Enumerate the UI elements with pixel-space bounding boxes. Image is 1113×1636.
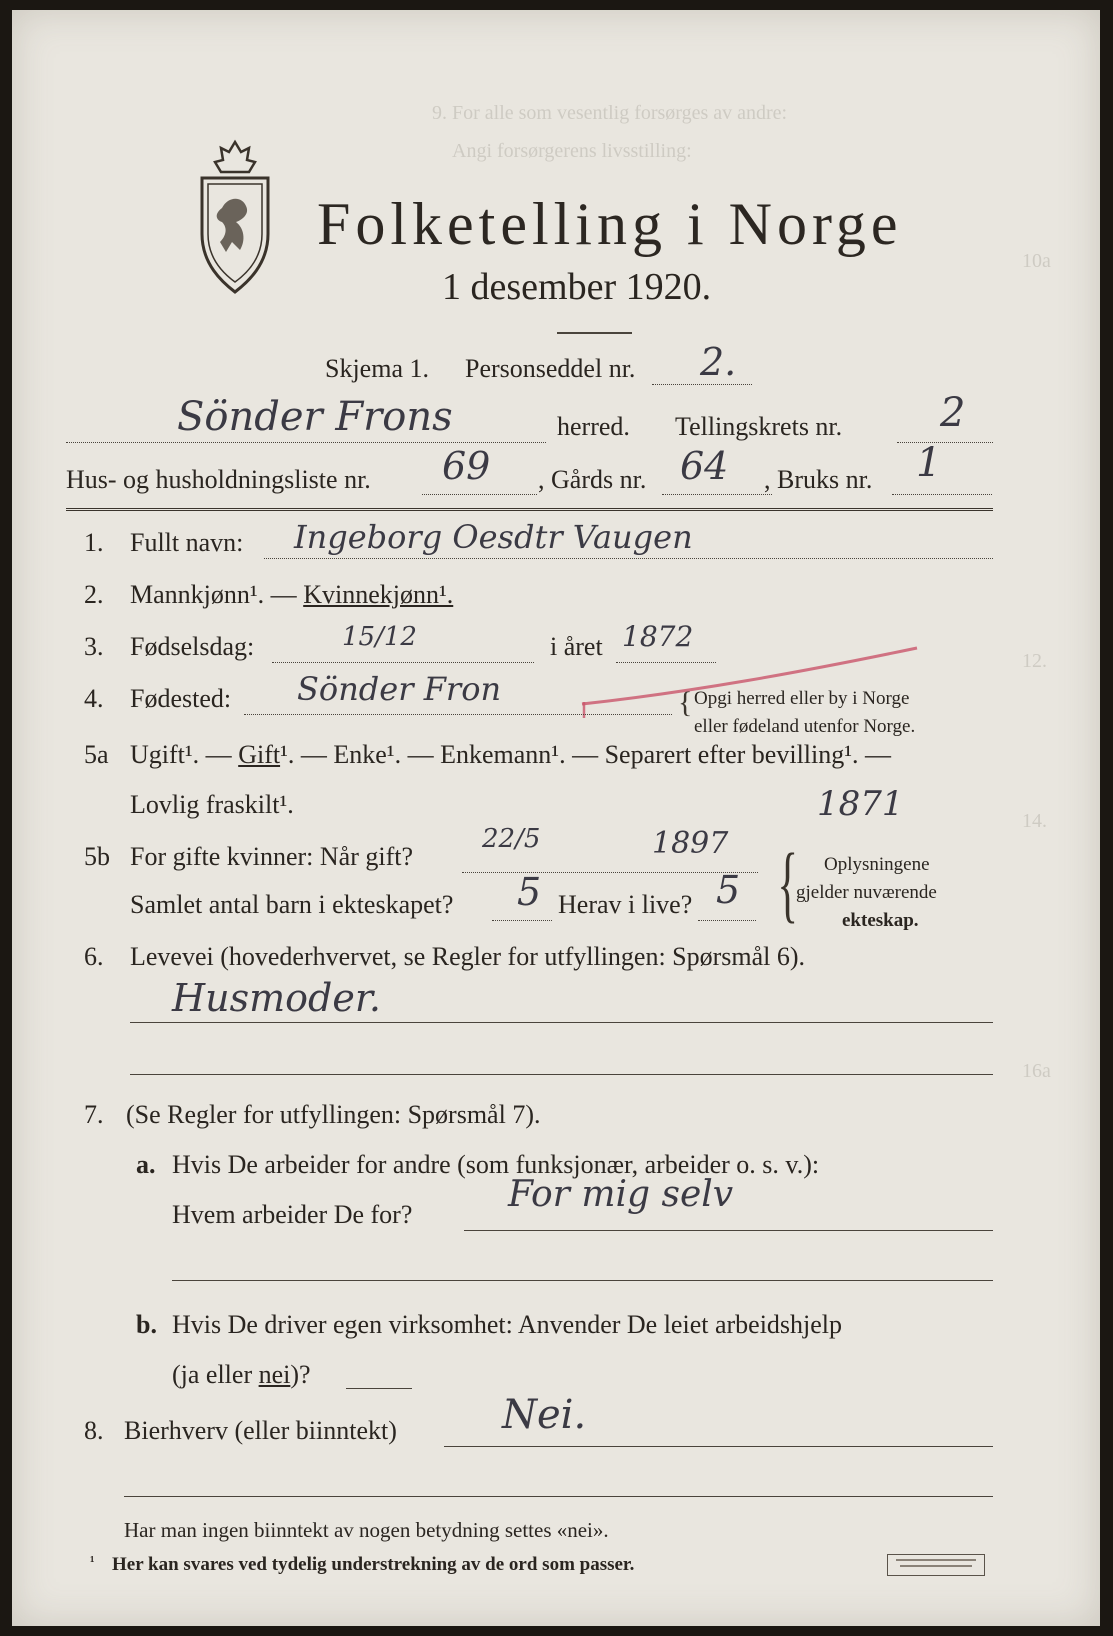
- bleed-through-text: Angi forsørgerens livsstilling:: [452, 140, 692, 162]
- marriage-year-value: 1897: [652, 826, 729, 861]
- q8-field-line: [444, 1446, 993, 1447]
- schema-label: Skjema 1.: [325, 354, 429, 383]
- gift-option: Gift: [238, 740, 281, 769]
- personseddel-field-line: [652, 384, 752, 385]
- q6-number: 6.: [84, 942, 104, 971]
- tellingskrets-value: 2: [940, 390, 966, 436]
- form-title: Folketelling i Norge: [317, 191, 903, 257]
- q7b-question: (ja eller nei)?: [172, 1360, 311, 1389]
- q8-number: 8.: [84, 1416, 104, 1445]
- children-value: 5: [517, 870, 542, 914]
- household-value: 69: [442, 444, 491, 488]
- bruks-label: , Bruks nr.: [764, 465, 873, 494]
- q3-year-label: i året: [550, 632, 603, 661]
- footnote-mark: ¹: [90, 1554, 95, 1570]
- q1-field-line: [264, 558, 993, 559]
- side-income-value: Nei.: [502, 1392, 587, 1438]
- bleed-through-text: 14.: [1022, 810, 1047, 832]
- q5b-note-line3: ekteskap.: [842, 910, 919, 931]
- header-double-rule: [66, 508, 993, 511]
- q6-line2: [130, 1074, 993, 1075]
- q7a-letter: a.: [136, 1150, 156, 1179]
- personseddel-value: 2.: [700, 340, 737, 384]
- q5b-label: For gifte kvinner: Når gift?: [130, 842, 414, 871]
- birthplace-value: Sönder Fron: [297, 670, 502, 708]
- q3-number: 3.: [84, 632, 104, 661]
- printer-stamp: [887, 1554, 985, 1576]
- alive-field-line: [698, 920, 756, 921]
- q1-label: Fullt navn:: [130, 528, 244, 557]
- footnote-text: Her kan svares ved tydelig understrekning av de ord som passer.: [112, 1554, 635, 1575]
- q1-number: 1.: [84, 528, 104, 557]
- q2-label: [130, 580, 453, 610]
- personseddel-label: Personseddel nr.: [465, 354, 636, 383]
- household-list-label: Hus- og husholdningsliste nr.: [66, 465, 371, 494]
- q3-field-line: [272, 662, 534, 663]
- footer-note: Har man ingen biinntekt av nogen betydning settes «nei».: [124, 1518, 609, 1542]
- q5b-field-line: [462, 872, 758, 873]
- gards-label: , Gårds nr.: [538, 465, 647, 494]
- q5a-line2: Lovlig fraskilt¹.: [130, 790, 294, 819]
- bleed-through-text: 9. For alle som vesentlig forsørges av andre:: [432, 102, 788, 124]
- q7b-field-line: [346, 1388, 412, 1389]
- tellingskrets-field-line: [897, 442, 993, 443]
- birth-year-value: 1872: [622, 620, 694, 653]
- q3-label: Fødselsdag:: [130, 632, 255, 661]
- bleed-through-text: 12.: [1022, 650, 1047, 672]
- q4-note-line1: Opgi herred eller by i Norge: [694, 688, 910, 709]
- mannkjonn-option: Mannkjønn¹. —: [130, 580, 304, 609]
- q5a-options: [130, 740, 891, 770]
- q7-label: (Se Regler for utfyllingen: Spørsmål 7).: [126, 1100, 541, 1129]
- q5b-brace: {: [777, 835, 798, 931]
- q7a-label: Hvis De arbeider for andre (som funksjonær, arbeider o. s. v.):: [172, 1150, 820, 1179]
- q8-label: Bierhverv (eller biinntekt): [124, 1416, 397, 1445]
- q7a-field-line: [464, 1230, 993, 1231]
- margin-year-note: 1871: [817, 784, 904, 824]
- bruks-value: 1: [916, 440, 942, 486]
- ugift-option: Ugift¹. —: [130, 740, 239, 769]
- q5b-note-line2: gjelder nuværende: [796, 882, 937, 903]
- other-marital-options: ¹. — Enke¹. — Enkemann¹. — Separert efter bevilling¹. —: [280, 740, 892, 769]
- q2-number: 2.: [84, 580, 104, 609]
- q5a-number: 5a: [84, 740, 109, 769]
- birthday-value: 15/12: [342, 622, 417, 652]
- q4-field-line: [244, 714, 672, 715]
- occupation-value: Husmoder.: [172, 976, 381, 1020]
- marriage-date-value: 22/5: [482, 824, 541, 854]
- census-form-page: [12, 10, 1100, 1626]
- kvinnekjonn-option: Kvinnekjønn¹.: [303, 580, 454, 609]
- title-divider: [557, 332, 632, 334]
- q7a-question: Hvem arbeider De for?: [172, 1200, 413, 1229]
- alive-value: 5: [716, 868, 741, 912]
- full-name-value: Ingeborg Oesdtr Vaugen: [294, 518, 693, 556]
- q4-note-line2: eller fødeland utenfor Norge.: [694, 716, 916, 737]
- herred-label: herred.: [557, 412, 630, 441]
- q6-line1: [130, 1022, 993, 1023]
- children-field-line: [492, 920, 552, 921]
- q8-line2: [124, 1496, 993, 1497]
- q5b-number: 5b: [84, 842, 110, 871]
- q6-label: Levevei (hovederhvervet, se Regler for utfyllingen: Spørsmål 6).: [130, 942, 806, 971]
- q4-number: 4.: [84, 684, 104, 713]
- municipality-value: Sönder Frons: [177, 394, 453, 440]
- tellingskrets-label: Tellingskrets nr.: [675, 412, 843, 441]
- q5b-note-line1: Oplysningene: [824, 854, 930, 875]
- q7-number: 7.: [84, 1100, 104, 1129]
- q7b-label: Hvis De driver egen virksomhet: Anvender De leiet arbeidshjelp: [172, 1310, 843, 1339]
- q7b-letter: b.: [136, 1310, 157, 1339]
- gards-field-line: [662, 494, 772, 495]
- children-label: Samlet antal barn i ekteskapet?: [130, 890, 454, 919]
- norwegian-coat-of-arms-icon: [192, 138, 278, 298]
- gards-value: 64: [680, 444, 729, 488]
- q4-label: Fødested:: [130, 684, 232, 713]
- q7a-line2: [172, 1280, 993, 1281]
- red-pencil-mark: [572, 642, 932, 722]
- household-field-line: [422, 494, 537, 495]
- bleed-through-text: 10a: [1022, 250, 1051, 272]
- alive-label: Herav i live?: [558, 890, 693, 919]
- q4-brace: {: [678, 686, 693, 719]
- nei-option: nei: [258, 1360, 291, 1389]
- bruks-field-line: [892, 494, 992, 495]
- census-date: 1 desember 1920.: [442, 266, 712, 308]
- employer-value: For mig selv: [508, 1174, 734, 1215]
- municipality-field-line: [66, 442, 546, 443]
- bleed-through-text: 16a: [1022, 1060, 1051, 1082]
